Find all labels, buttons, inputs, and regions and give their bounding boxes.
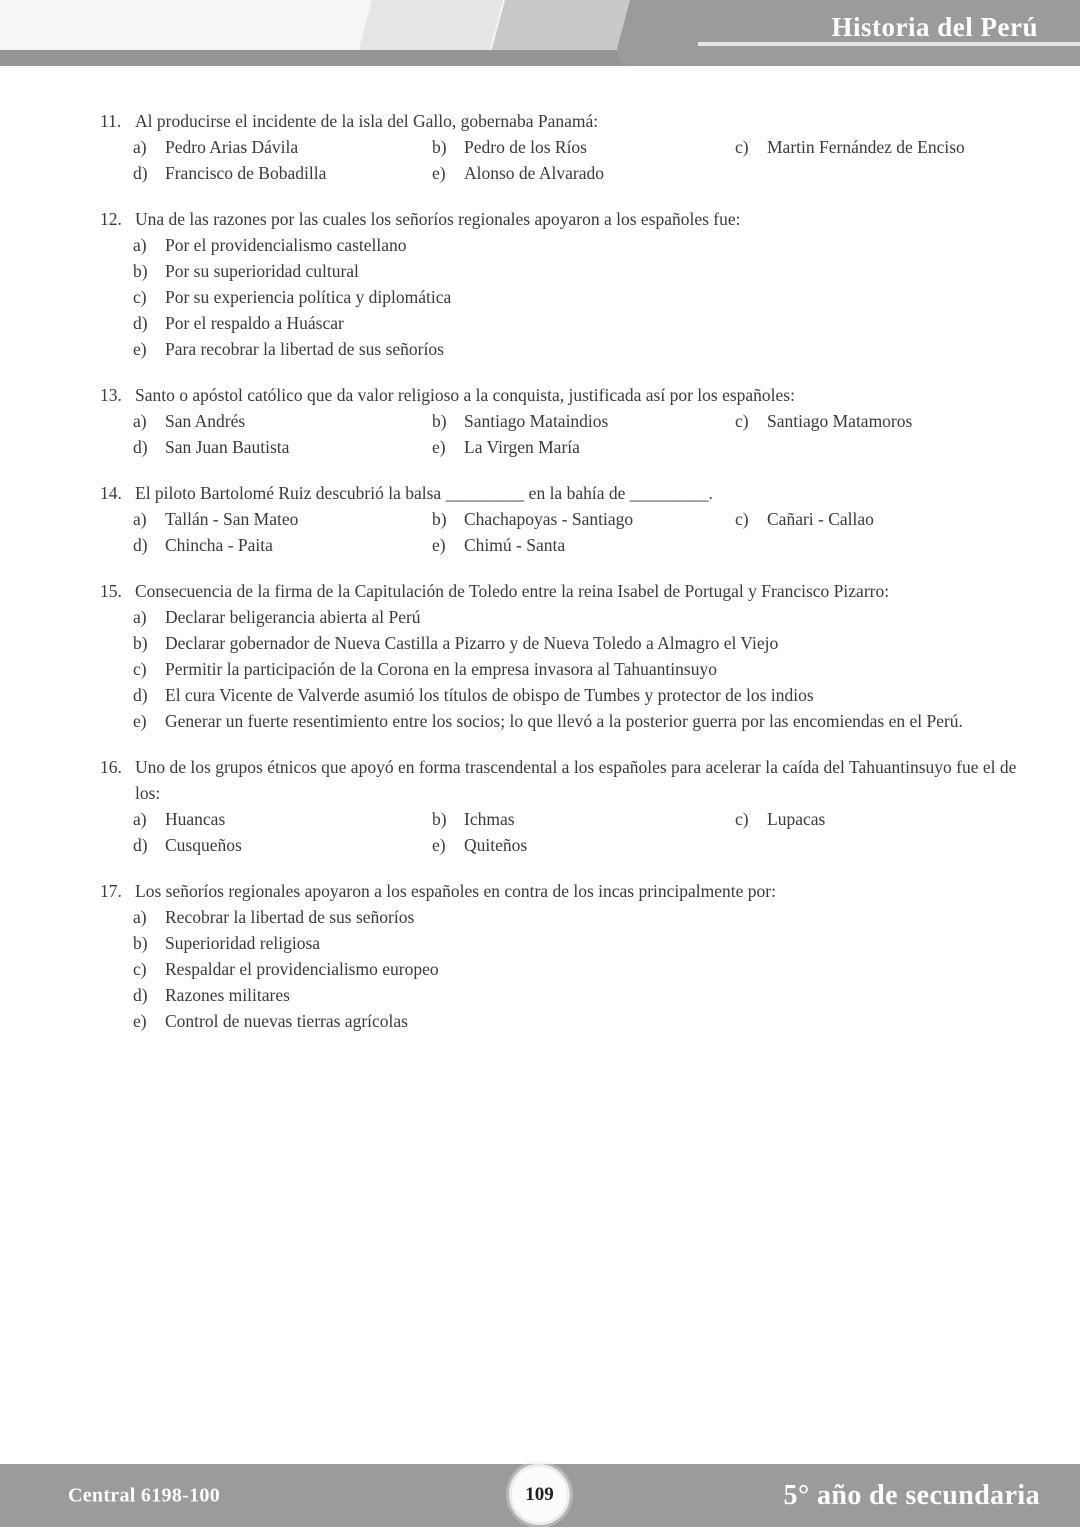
question-text: El piloto Bartolomé Ruiz descubrió la balsa _________ en la bahía de _________. (135, 483, 713, 503)
option-letter: b) (432, 411, 447, 431)
option-e (432, 434, 735, 460)
page-number-badge (512, 1467, 567, 1522)
question-16 (100, 754, 1040, 858)
option-letter: e) (432, 535, 446, 555)
question-head (100, 382, 1040, 408)
option-text: Alonso de Alvarado (464, 163, 604, 183)
option-text: Por el respaldo a Huáscar (165, 313, 344, 333)
question-head (100, 108, 1040, 134)
question-11 (100, 108, 1040, 186)
option-text: Declarar beligerancia abierta al Perú (165, 607, 421, 627)
question-12 (100, 206, 1040, 362)
option-text: Para recobrar la libertad de sus señoríos (165, 339, 444, 359)
option-letter: e) (432, 437, 446, 457)
option-text: Chimú - Santa (464, 535, 566, 555)
option-c (735, 806, 1040, 832)
option-text: Huancas (165, 809, 226, 829)
option-d (133, 160, 432, 186)
option-d (133, 532, 432, 558)
question-number: 15. (100, 581, 122, 601)
option-letter: c) (133, 659, 147, 679)
option-e (133, 708, 1040, 734)
option-text: Pedro Arias Dávila (165, 137, 299, 157)
option-letter: d) (133, 985, 148, 1005)
option-b (432, 134, 735, 160)
option-letter: d) (133, 535, 148, 555)
option-letter: a) (133, 509, 147, 529)
options-grid (133, 408, 1040, 460)
option-a (133, 134, 432, 160)
option-a (133, 408, 432, 434)
option-letter: a) (133, 907, 147, 927)
question-text: Santo o apóstol católico que da valor religioso a la conquista, justificada así por los españoles: (135, 385, 795, 405)
option-a (133, 904, 1040, 930)
question-number: 16. (100, 757, 122, 777)
option-d (133, 682, 1040, 708)
option-c (735, 408, 1040, 434)
course-title: Historia del Perú (831, 12, 1038, 42)
questions-list (100, 108, 1040, 1054)
option-text: Generar un fuerte resentimiento entre los socios; lo que llevó a la posterior guerra por las encomiendas en el Perú. (165, 711, 963, 731)
question-head (100, 206, 1040, 232)
option-letter: e) (133, 1011, 147, 1031)
option-e (432, 832, 735, 858)
option-text: Cusqueños (165, 835, 242, 855)
option-letter: d) (133, 163, 148, 183)
option-a (133, 806, 432, 832)
option-letter: a) (133, 235, 147, 255)
option-text: San Andrés (165, 411, 246, 431)
option-c (735, 134, 1040, 160)
option-c (735, 506, 1040, 532)
option-a (133, 604, 1040, 630)
question-text: Al producirse el incidente de la isla del Gallo, gobernaba Panamá: (135, 111, 599, 131)
option-letter: c) (735, 809, 749, 829)
option-letter: a) (133, 137, 147, 157)
question-number: 17. (100, 881, 122, 901)
option-letter: b) (432, 809, 447, 829)
option-a (133, 232, 1040, 258)
option-d (133, 434, 432, 460)
option-text: Superioridad religiosa (165, 933, 321, 953)
option-text: Lupacas (767, 809, 826, 829)
option-letter: c) (735, 509, 749, 529)
page-header (0, 0, 1080, 66)
option-letter: a) (133, 411, 147, 431)
option-letter: b) (133, 261, 148, 281)
option-text: Ichmas (464, 809, 515, 829)
options-grid (133, 806, 1040, 858)
option-b (133, 930, 1040, 956)
options-list (133, 232, 1040, 362)
option-letter: c) (133, 959, 147, 979)
option-e (432, 532, 735, 558)
question-head (100, 754, 1040, 806)
option-letter: d) (133, 835, 148, 855)
question-17 (100, 878, 1040, 1034)
options-grid (133, 134, 1040, 186)
header-decorative-stripe-dark (492, 0, 630, 50)
option-d (133, 982, 1040, 1008)
option-letter: d) (133, 685, 148, 705)
option-text: Martin Fernández de Enciso (767, 137, 965, 157)
question-text: Uno de los grupos étnicos que apoyó en forma trascendental a los españoles para acelerar la caída del Tahuantinsuyo fue el de los: (135, 757, 1017, 803)
option-letter: c) (735, 137, 749, 157)
option-e (133, 336, 1040, 362)
option-b (133, 258, 1040, 284)
option-text: Tallán - San Mateo (165, 509, 299, 529)
option-letter: c) (735, 411, 749, 431)
option-text: Santiago Mataindios (464, 411, 609, 431)
option-text: Permitir la participación de la Corona en la empresa invasora al Tahuantinsuyo (165, 659, 717, 679)
option-text: Razones militares (165, 985, 290, 1005)
option-letter: b) (432, 509, 447, 529)
option-text: Chachapoyas - Santiago (464, 509, 634, 529)
option-letter: d) (133, 437, 148, 457)
option-d (133, 310, 1040, 336)
option-e (133, 1008, 1040, 1034)
option-b (133, 630, 1040, 656)
option-letter: a) (133, 809, 147, 829)
option-text: Pedro de los Ríos (464, 137, 587, 157)
option-text: Quiteños (464, 835, 528, 855)
page-number: 109 (525, 1483, 554, 1505)
option-letter: d) (133, 313, 148, 333)
page-footer (0, 1464, 1080, 1527)
footer-phone-label: Central 6198-100 (68, 1484, 220, 1506)
option-letter: b) (133, 633, 148, 653)
option-text: Por su experiencia política y diplomática (165, 287, 452, 307)
options-list (133, 604, 1040, 734)
option-b (432, 408, 735, 434)
option-letter: e) (432, 835, 446, 855)
question-head (100, 480, 1040, 506)
header-decorative-stripe-light (359, 0, 503, 50)
option-b (432, 806, 735, 832)
question-number: 14. (100, 483, 122, 503)
option-b (432, 506, 735, 532)
option-c (133, 956, 1040, 982)
question-text: Consecuencia de la firma de la Capitulación de Toledo entre la reina Isabel de Portugal y Francisco Pizarro: (135, 581, 890, 601)
footer-grade-label: 5° año de secundaria (783, 1479, 1040, 1511)
question-14 (100, 480, 1040, 558)
option-text: Santiago Matamoros (767, 411, 913, 431)
option-text: Por el providencialismo castellano (165, 235, 407, 255)
option-letter: e) (133, 711, 147, 731)
option-text: Control de nuevas tierras agrícolas (165, 1011, 408, 1031)
option-text: La Virgen María (464, 437, 580, 457)
option-a (133, 506, 432, 532)
option-c (133, 284, 1040, 310)
options-list (133, 904, 1040, 1034)
option-letter: e) (133, 339, 147, 359)
option-text: San Juan Bautista (165, 437, 290, 457)
option-letter: a) (133, 607, 147, 627)
option-text: Francisco de Bobadilla (165, 163, 327, 183)
option-text: Cañari - Callao (767, 509, 874, 529)
option-text: Por su superioridad cultural (165, 261, 359, 281)
option-d (133, 832, 432, 858)
option-letter: b) (133, 933, 148, 953)
question-13 (100, 382, 1040, 460)
question-number: 11. (100, 111, 122, 131)
option-e (432, 160, 735, 186)
option-text: El cura Vicente de Valverde asumió los títulos de obispo de Tumbes y protector de los indios (165, 685, 814, 705)
question-text: Los señoríos regionales apoyaron a los españoles en contra de los incas principalmente por: (135, 881, 776, 901)
option-text: Recobrar la libertad de sus señoríos (165, 907, 415, 927)
question-15 (100, 578, 1040, 734)
option-letter: b) (432, 137, 447, 157)
question-head (100, 578, 1040, 604)
options-grid (133, 506, 1040, 558)
question-number: 13. (100, 385, 122, 405)
option-c (133, 656, 1040, 682)
option-text: Declarar gobernador de Nueva Castilla a Pizarro y de Nueva Toledo a Almagro el Viejo (165, 633, 779, 653)
question-number: 12. (100, 209, 122, 229)
option-text: Respaldar el providencialismo europeo (165, 959, 439, 979)
option-letter: c) (133, 287, 147, 307)
option-text: Chincha - Paita (165, 535, 273, 555)
question-head (100, 878, 1040, 904)
option-letter: e) (432, 163, 446, 183)
question-text: Una de las razones por las cuales los señoríos regionales apoyaron a los españoles fue: (135, 209, 741, 229)
